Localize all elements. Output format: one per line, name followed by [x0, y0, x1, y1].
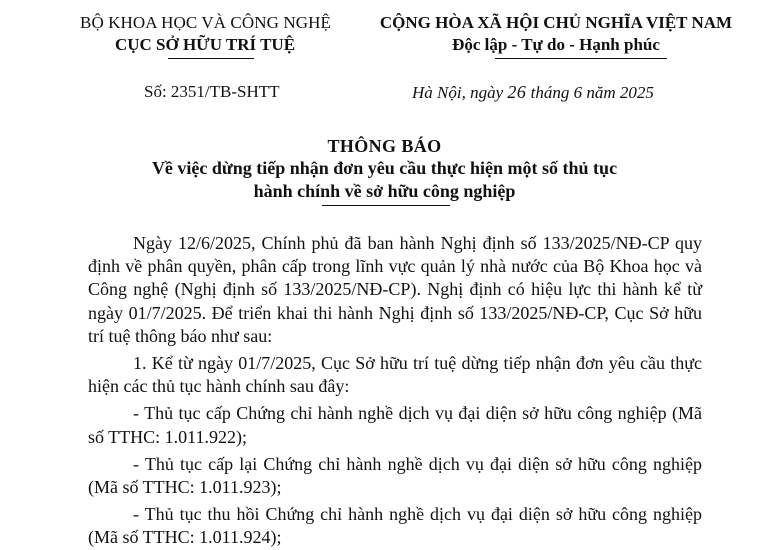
issuing-department: CỤC SỞ HỮU TRÍ TUỆ: [114, 35, 296, 54]
motto-underline: [495, 58, 667, 59]
national-motto: Độc lập - Tự do - Hạnh phúc: [452, 35, 660, 54]
issuing-ministry: BỘ KHOA HỌC VÀ CÔNG NGHỆ: [80, 13, 331, 32]
place-date: [412, 82, 654, 103]
department-underline: [168, 58, 254, 59]
notice-subject-line-1: Về việc dừng tiếp nhận đơn yêu cầu thực hiện một số thủ tục: [151, 158, 618, 178]
document-number: Số: 2351/TB-SHTT: [144, 82, 280, 101]
notice-title: THÔNG BÁO: [327, 136, 442, 156]
body-paragraph: - Thủ tục thu hồi Chứng chỉ hành nghề dịch vụ đại diện sở hữu công nghiệp (Mã số TTHC: 1.011.924);: [88, 504, 702, 548]
national-title: CỘNG HÒA XÃ HỘI CHỦ NGHĨA VIỆT NAM: [379, 13, 733, 32]
body-paragraph: - Thủ tục cấp lại Chứng chỉ hành nghề dịch vụ đại diện sở hữu công nghiệp (Mã số TTHC: 1.011.923);: [88, 453, 702, 498]
notice-subject-line-2: hành chính về sở hữu công nghiệp: [253, 181, 516, 201]
place-label: Hà Nội, ngày: [412, 83, 504, 102]
date-day: 26: [507, 82, 527, 102]
body-paragraph: Ngày 12/6/2025, Chính phủ đã ban hành Nghị định số 133/2025/NĐ-CP quy định về phân quyền, phân cấp trong lĩnh vực quản lý nhà nước của Bộ Khoa học và Công nghệ (Nghị định số 133/2025/NĐ-CP). Nghị định có hiệu lực thi hành kể từ ngày 01/7/2025. Để triển khai thi hành Nghị định số 133/2025/NĐ-CP, Cục Sở hữu trí tuệ thông báo như sau:: [88, 233, 702, 346]
body-paragraph: 1. Kể từ ngày 01/7/2025, Cục Sở hữu trí tuệ dừng tiếp nhận đơn yêu cầu thực hiện các thủ tục hành chính sau đây:: [88, 353, 702, 397]
date-month-year: tháng 6 năm 2025: [530, 83, 654, 102]
document-body: [88, 232, 702, 550]
subject-underline: [322, 205, 450, 206]
body-paragraph: - Thủ tục cấp Chứng chỉ hành nghề dịch vụ đại diện sở hữu công nghiệp (Mã số TTHC: 1.011.922);: [88, 403, 702, 447]
